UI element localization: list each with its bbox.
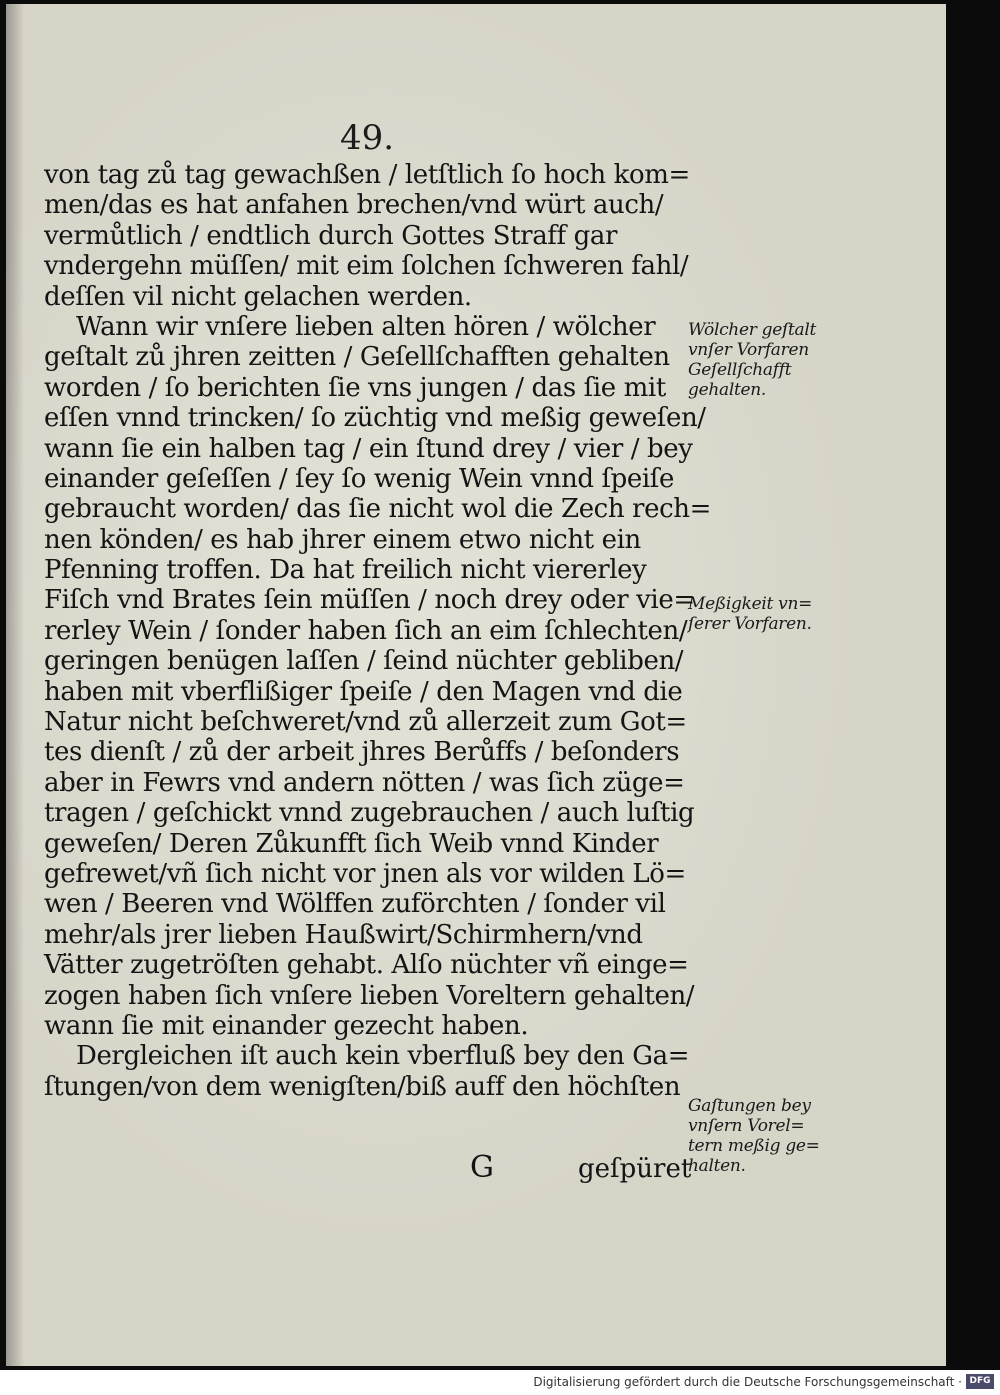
margin-note-line: vnſern Vorel= — [688, 1116, 805, 1136]
margin-note-gastungen — [688, 1096, 848, 1176]
text-line: aber in Fewrs vnd andern nötten / was ſich züge= — [44, 767, 685, 798]
margin-note-line: ſerer Vorfaren. — [688, 614, 812, 634]
text-line: gefrewet/vñ ſich nicht vor jnen als vor wilden Lö= — [44, 858, 686, 889]
margin-note-gesellschafft — [688, 320, 848, 400]
funding-credit: Digitalisierung gefördert durch die Deutsche Forschungsgemeinschaft · — [533, 1375, 962, 1389]
margin-note-line: Wölcher geſtalt — [688, 320, 817, 340]
text-line: gebraucht worden/ das ſie nicht wol die Zech rech= — [44, 494, 711, 525]
text-line: mehr/als jrer lieben Haußwirt/Schirmhern/vnd — [44, 919, 643, 950]
text-line: men/das es hat anfahen brechen/vnd würt auch/ — [44, 190, 664, 221]
paragraph-start-line: Wann wir vnſere lieben alten hören / wölcher — [76, 311, 656, 342]
text-line: Fiſch vnd Brates ſein müſſen / noch drey oder vie= — [44, 585, 695, 616]
catchword: geſpüret — [578, 1154, 692, 1184]
text-line: ſtungen/von dem wenigſten/biß auff den höchſten — [44, 1071, 681, 1102]
text-line: einander geſeſſen / ſey ſo wenig Wein vnnd ſpeiſe — [44, 463, 675, 494]
margin-note-line: vnſer Vorfaren — [688, 340, 809, 360]
margin-note-line: gehalten. — [688, 380, 767, 400]
text-line: Vätter zugetröſten gehabt. Alſo nüchter vñ einge= — [44, 950, 689, 981]
text-line: vermůtlich / endtlich durch Gottes Straff gar — [44, 220, 617, 251]
text-line: geweſen/ Deren Zůkunfft ſich Weib vnnd Kinder — [44, 828, 659, 859]
margin-note-line: tern meßig ge= — [688, 1136, 820, 1156]
main-text-block — [44, 160, 711, 1102]
text-line: haben mit vberflißiger ſpeiſe / den Magen vnd die — [44, 676, 683, 707]
text-line: eſſen vnnd trincken/ ſo züchtig vnd meßig geweſen/ — [44, 403, 706, 434]
text-line: Pfenning troffen. Da hat freilich nicht viererley — [44, 555, 647, 586]
margin-note-messigkeit — [688, 594, 848, 634]
page-number: 49. — [340, 118, 395, 158]
signature-mark: G — [470, 1150, 494, 1185]
text-line: tragen / geſchickt vnnd zugebrauchen / auch luſtig — [44, 798, 695, 829]
paragraph-start-line: Dergleichen iſt auch kein vberfluß bey den Ga= — [76, 1041, 690, 1072]
margin-note-line: halten. — [688, 1156, 746, 1176]
text-line: tes dienſt / zů der arbeit jhres Berůffs / beſonders — [44, 737, 680, 768]
text-line: worden / ſo berichten ſie vns jungen / das ſie mit — [44, 372, 666, 403]
text-line: Natur nicht beſchweret/vnd zů allerzeit zum Got= — [44, 707, 687, 738]
text-line: wann ſie mit einander gezecht haben. — [44, 1010, 529, 1041]
text-line: nen könden/ es hab jhrer einem etwo nicht ein — [44, 524, 641, 555]
text-line: rerley Wein / ſonder haben ſich an eim ſchlechten/ — [44, 615, 688, 646]
text-line: geſtalt zů jhren zeitten / Geſellſchafften gehalten — [44, 342, 670, 373]
margin-note-line: Geſellſchafft — [688, 360, 792, 380]
text-line: deſſen vil nicht gelachen werden. — [44, 281, 472, 312]
text-line: zogen haben ſich vnſere lieben Voreltern gehalten/ — [44, 980, 695, 1011]
text-line: wann ſie ein halben tag / ein ſtund drey / vier / bey — [44, 433, 693, 464]
margin-note-line: Meßigkeit vn= — [688, 594, 813, 614]
text-line: geringen benügen laſſen / ſeind nüchter gebliben/ — [44, 646, 684, 677]
margin-note-line: Gaſtungen bey — [688, 1096, 811, 1116]
text-line: von tag zů tag gewachßen / letſtlich ſo hoch kom= — [44, 160, 690, 190]
text-line: wen / Beeren vnd Wölffen zuförchten / ſonder vil — [44, 889, 666, 920]
dfg-logo: DFG — [966, 1374, 994, 1389]
text-line: vndergehn müſſen/ mit eim ſolchen ſchweren fahl/ — [44, 251, 689, 282]
